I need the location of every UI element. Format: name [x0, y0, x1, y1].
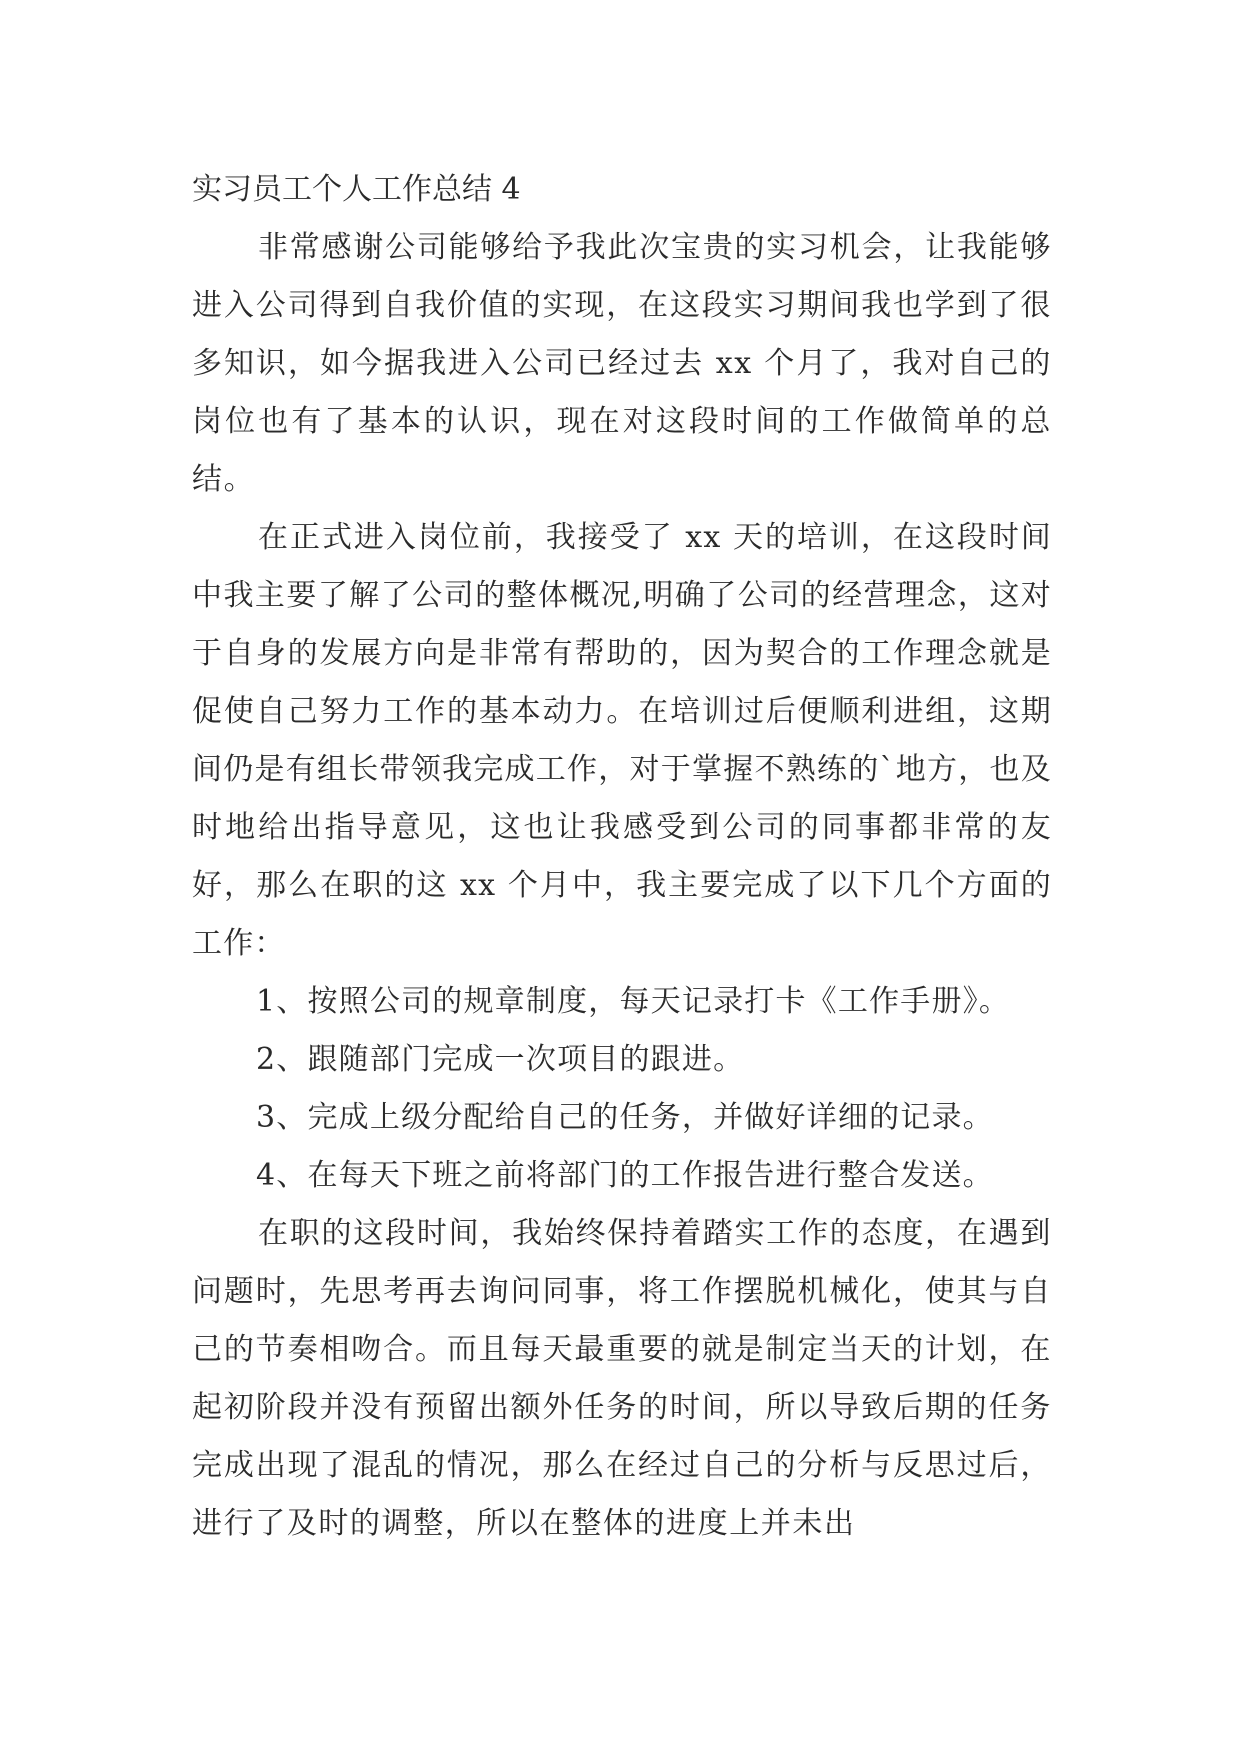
list-item: 3、完成上级分配给自己的任务，并做好详细的记录。	[256, 1100, 994, 1135]
document-body	[192, 161, 1052, 1553]
list-item: 1、按照公司的规章制度，每天记录打卡《工作手册》。	[256, 984, 1011, 1019]
list-item: 4、在每天下班之前将部门的工作报告进行整合发送。	[256, 1158, 994, 1193]
work-list	[192, 973, 1052, 1205]
paragraph-reflection: 在职的这段时间，我始终保持着踏实工作的态度，在遇到问题时，先思考再去询问同事，将工作摆脱机械化，使其与自己的节奏相吻合。而且每天最重要的就是制定当天的计划，在起初阶段并没有预留出额外任务的时间，所以导致后期的任务完成出现了混乱的情况，那么在经过自己的分析与反思过后，进行了及时的调整，所以在整体的进度上并未出	[192, 1216, 1052, 1541]
list-item: 2、跟随部门完成一次项目的跟进。	[256, 1042, 745, 1077]
paragraph-intro: 非常感谢公司能够给予我此次宝贵的实习机会，让我能够进入公司得到自我价值的实现，在这段实习期间我也学到了很多知识，如今据我进入公司已经过去 xx 个月了，我对自己的岗位也有了基本的认识，现在对这段时间的工作做简单的总结。	[192, 230, 1052, 497]
document-title: 实习员工个人工作总结 4	[192, 172, 521, 207]
paragraph-training: 在正式进入岗位前，我接受了 xx 天的培训，在这段时间中我主要了解了公司的整体概况,明确了公司的经营理念，这对于自身的发展方向是非常有帮助的，因为契合的工作理念就是促使自己努力工作的基本动力。在培训过后便顺利进组，这期间仍是有组长带领我完成工作，对于掌握不熟练的`地方，也及时地给出指导意见，这也让我感受到公司的同事都非常的友好，那么在职的这 xx 个月中，我主要完成了以下几个方面的工作：	[192, 520, 1052, 961]
